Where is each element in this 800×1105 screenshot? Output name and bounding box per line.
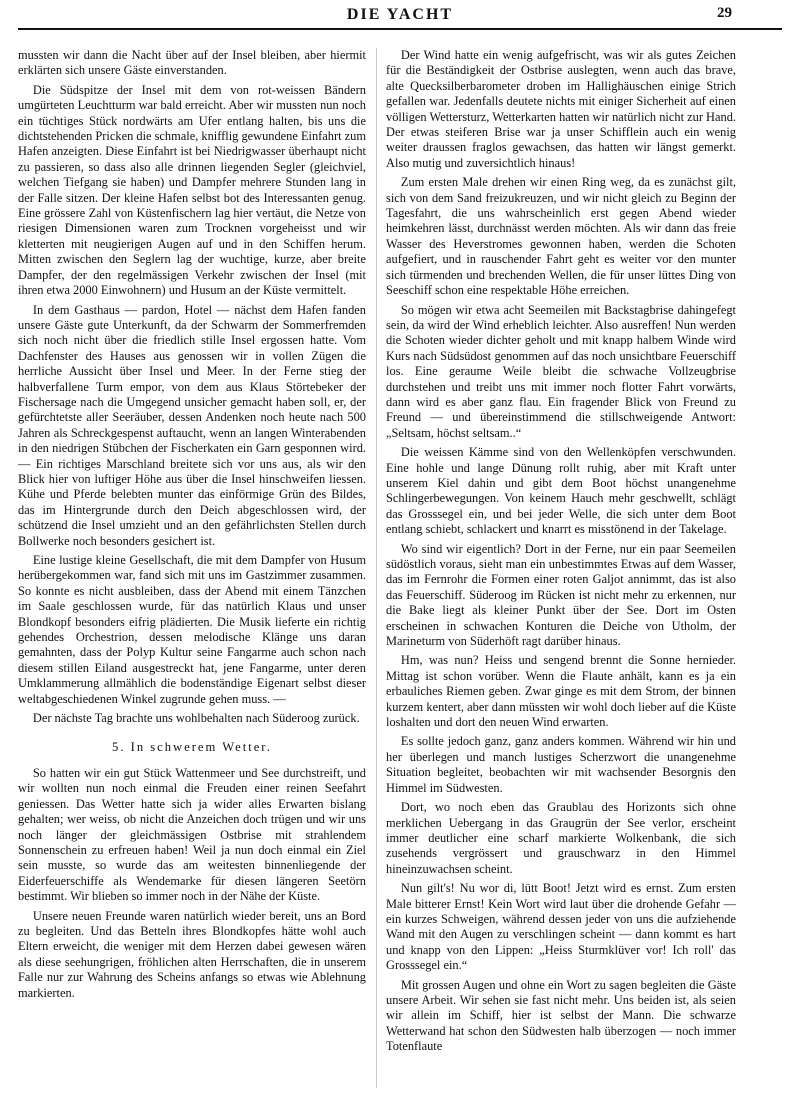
paragraph: Mit grossen Augen und ohne ein Wort zu sagen begleiten die Gäste unsere Arbeit. Wir sehen sie fast nicht mehr. Uns beiden ist, als seien wir allein im Schiff, hier ist selbst der Mann. Die schwarze Wetterwand hat schon den Südwesten halb überzogen — noch immer Totenflaute — [386, 977, 736, 1054]
paragraph: Die Südspitze der Insel mit dem von rot-weissen Bändern umgürteten Leuchtturm war bald erreicht. Aber wir mussten nun noch ein tüchtiges Stück nordwärts am Ufer entlang halten, bis uns die dichtstehenden Pricken die schmale, knifflig gewundene Einfahrt zum Hafen anzeigten. Diese Einfahrt ist bei Niedrigwasser überhaupt nicht zu passieren, so dass also alle drinnen liegenden Segler (gleichviel, welchen Tiefgang sie haben) und Dampfer mehrere Stunden lang in der Falle sitzen. Der kleine Hafen selbst bot des Interessanten genug. Eine grössere Zahl von Küstenfischern lag hier vertäut, die Netze von riesigen Dimensionen waren zum Trocknen vorgeheisst und wir kletterten mit neugierigen Augen auf und in den Schiffen herum. Mitten zwischen den Seglern lag der wuchtige, kurze, aber breite Dampfer, der den regelmässigen Verkehr zwischen der Insel (mit ihren etwa 2000 Einwohnern) und Husum an der Küste vermittelt. — [18, 82, 366, 298]
left-column — [18, 48, 366, 1005]
paragraph: Die weissen Kämme sind von den Wellenköpfen verschwunden. Eine hohle und lange Dünung rollt ruhig, aber mit Kraft unter unserem Kiel dahin und gibt dem Boot höchst unangenehme Schlingerbewegungen. Von keinem Hauch mehr geschwellt, schlägt das Grosssegel ein, und bei jeder Welle, die sich unter dem Boot entlang schiebt, schlackert und knarrt es misstönend in der Takelage. — [386, 445, 736, 537]
header-rule — [18, 28, 782, 30]
paragraph: Der Wind hatte ein wenig aufgefrischt, was wir als gutes Zeichen für die Beständigkeit der Ostbrise auslegten, wenn auch das brave, alte Quecksilberbarometer droben im Hallighäuschen einige Strich gefallen war. Jedenfalls deutete nichts mit einiger Sicherheit auf einen völligen Wettersturz, Wetterkarten hatten wir natürlich nicht zur Hand. Der etwas steiferen Brise war ja unser Schifflein auch ein wenig weiter draussen fraglos gewachsen, das hatten wir längst gemerkt. Also mutig und zuversichtlich hinaus! — [386, 48, 736, 170]
paragraph: In dem Gasthaus — pardon, Hotel — nächst dem Hafen fanden unsere Gäste gute Unterkunft, da der Schwarm der Sommerfremden sich noch nicht über die friedlich stille Insel ergossen hatte. Vom Dachfenster des Hauses aus genossen wir in vollen Zügen die herrliche Aussicht über Insel und Meer. In der Ferne stieg der halbverfallene Turm empor, von dem aus Klaus Störtebeker der Fischersage nach die Umgegend unsicher gemacht haben soll, er, der gefürchtetste aller Seeräuber, dessen Andenken noch heute nach 500 Jahren als Schreckgespenst auftaucht, wenn an langen Winterabenden in den niedrigen Stübchen der Fischerkaten ein Garn gesponnen wird. — Ein richtiges Marschland breitete sich vor uns aus, als wir den Blick hier von luftiger Höhe aus über die Insel hinschweifen liessen. Kühe und Pferde belebten munter das einförmige Grün des Bildes, das im Hintergrunde durch den Deich abgeschlossen wird, der schützend die Insel umzieht und an den gefährlichsten Stellen durch Bollwerke noch besonders gesichert ist. — [18, 302, 366, 548]
paragraph: So hatten wir ein gut Stück Wattenmeer und See durchstreift, und wir wollten nun noch einmal die Freuden einer reinen Seefahrt geniessen. Das Wetter hatte sich ja wider alles Erwarten bislang gehalten; wer weiss, ob nicht die Anzeichen doch trügen und wir uns noch länger der gleichmässigen Ostbrise mit strahlendem Sonnenschein zu erfreuen haben! Weil ja nun doch einmal ein Ziel sein musste, so wurde das am weitesten binnenliegende der Eiderfeuerschiffe als Wendemarke für diesen längeren Seetörn bestimmt. Wir blieben so immer noch in der Nähe der Küste. — [18, 765, 366, 904]
paragraph: Unsere neuen Freunde waren natürlich wieder bereit, uns an Bord zu begleiten. Und das Betteln ihres Blondkopfes hätte wohl auch Eltern erweicht, die weniger mit dem Herzen dabei gewesen wären als diese seehungrigen, fröhlichen alten Herrschaften, die in unserem Falle nur zur Wahrung des Scheins anfangs so etwas wie Ablehnung markierten. — [18, 908, 366, 1000]
paragraph: Hm, was nun? Heiss und sengend brennt die Sonne hernieder. Mittag ist schon vorüber. Wenn die Flaute anhält, kann es ja ein erbauliches Riemen geben. Zwar ginge es mit dem Strom, der binnen kurzem kentert, aber dann müssten wir wohl doch lieber auf die Küste loshalten und dort den neuen Wind erwarten. — [386, 653, 736, 730]
page-number: 29 — [717, 5, 732, 21]
paragraph: Zum ersten Male drehen wir einen Ring weg, da es zunächst gilt, sich von dem Sand freizukreuzen, und wir nicht gleich zu Beginn der Tagesfahrt, die uns wahrscheinlich erst gegen Abend wieder heimkehren lässt, durchnässt werden möchten. Als wir dann das freie Wasser des Heverstromes gewonnen haben, werden die Schoten aufgefiert, und in rauschender Fahrt geht es weiter vor den munter sich türmenden und brechenden Wellen, die für unser lüttes Ding von Seeschiff schon eine respektable Höhe erreichen. — [386, 175, 736, 298]
running-header-title: DIE YACHT — [346, 6, 454, 23]
section-heading: 5. In schwerem Wetter. — [112, 740, 272, 755]
paragraph: Dort, wo noch eben das Graublau des Horizonts sich ohne merklichen Uebergang in das Graugrün der See verlor, erscheint immer deutlicher eine scharf markierte Wolkenbank, die sich zusehends vergrössert und grauschwarz in den Himmel hineinzuwachsen scheint. — [386, 800, 736, 876]
paragraph: Es sollte jedoch ganz, ganz anders kommen. Während wir hin und her überlegen und manch lustiges Scherzwort die unangenehme Situation begleitet, beobachten wir mit wachsender Besorgnis den Himmel im Südwesten. — [386, 734, 736, 795]
column-gutter — [376, 48, 377, 1088]
paragraph: Wo sind wir eigentlich? Dort in der Ferne, nur ein paar Seemeilen südöstlich voraus, sieht man ein unbestimmtes Etwas auf dem Wasser, das im Fernrohr die Formen einer roten Galjot annimmt, das ist also das Feuerschiff. Süderoog im Rücken ist nicht mehr zu erkennen, nur die Bake liegt als kleiner Punkt über der See. Dort im Osten erscheinen in schwachen Konturen die Deiche von Utholm, der Marineturm von Süderhöft ragt darüber hinaus. — [386, 541, 736, 649]
paragraph: Eine lustige kleine Gesellschaft, die mit dem Dampfer von Husum herübergekommen war, fand sich mit uns im Gastzimmer zusammen. So konnte es nicht ausbleiben, dass der Abend mit einem Tänzchen im Saale geschlossen wurde, für das natürlich Klaus und unser Blondkopf besonders eifrig plädierten. Die Musik lieferte ein richtig gehendes Orchestrion, dessen melodische Klänge uns daran gemahnten, dass der Polyp Kultur seine Fangarme auch schon nach diesem stillen Eiland ausgestreckt hat, jene Fangarme, unter deren Umklammerung allmählich die bodenständige Eigenart selbst dieser weltabgeschiedenen Winkel zugrunde gehen muss. — — [18, 553, 366, 706]
paragraph: So mögen wir etwa acht Seemeilen mit Backstagbrise dahingefegt sein, da wird der Wind erheblich leichter. Also ausreffen! Nun werden die Schoten wieder dichter geholt und mit knapp halbem Winde wird Kurs nach Südsüdost genommen auf das noch unsichtbare Feuerschiff los. Eine geraume Weile bleibt die schwache Vollzeugbrise durchstehen und treibt uns mit immer noch flotter Fahrt vorwärts, dann wird es aber ganz flau. Ein fragender Blick von Freund zu Freund — und übereinstimmend die stillschweigende Antwort: „Seltsam, höchst seltsam..“ — [386, 302, 736, 440]
paragraph: mussten wir dann die Nacht über auf der Insel bleiben, aber hiermit erklärten sich unsere Gäste einverstanden. — [18, 48, 366, 78]
paragraph: Der nächste Tag brachte uns wohlbehalten nach Süderoog zurück. — [32, 711, 360, 726]
right-column — [386, 48, 736, 1059]
paragraph: Nun gilt's! Nu wor di, lütt Boot! Jetzt wird es ernst. Zum ersten Male bitterer Ernst! Kein Wort wird laut über die drohende Gefahr — ein kurzes Schweigen, während dessen jeder von uns die aufziehende Wand mit den Augen zu verschlingen scheint — dann kommt es hart und knapp von den Lippen: „Heiss Sturmklüver vor! Ich roll' das Grosssegel ein.“ — [386, 881, 736, 973]
